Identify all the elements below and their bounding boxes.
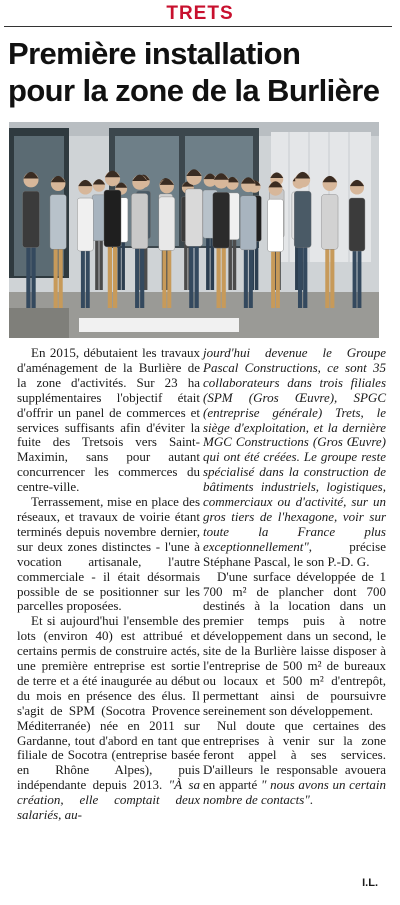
- paragraph: [17, 614, 200, 823]
- article-column-1: [17, 346, 200, 823]
- article-headline: [8, 35, 392, 109]
- paragraph-text: Nul doute que certaines des entreprises à venir sur la zone feront appel à ses services. D'ailleurs le responsable avouera en apparté: [203, 717, 386, 793]
- quote-text: "À sa création, elle comptait deux salariés, au-: [17, 777, 200, 823]
- paragraph: [203, 346, 386, 570]
- section-kicker: TRETS: [166, 3, 234, 24]
- paragraph-text: Et si aujourd'hui l'ensemble des lots (environ 40) est attribué et certains permis de construire actés, une première entreprise est sortie de terre et a été inaugurée au début du mois en présence des élus. Il s'agit de SPM (Socotra Provence Méditerranée) née en 2011 sur Gardanne, tout d'abord en tant que filiale de Socotra (entreprise basée en Rhône Alpes), puis indépendante depuis 2013.: [17, 613, 200, 793]
- quote-text: jourd'hui devenue le Groupe Pascal Constructions, ce sont 35 collaborateurs dans trois filiales (SPM (Gros Œuvre), SPGC (entreprise générale) Trets, le siège d'exploitation, et la dernière MGC Constructions (Gros Œuvre) qui ont été créées. Le groupe reste spécialisé dans la construction de bâtiments industriels, logistiques, commerciaux ou d'activité, sur un gros tiers de l'hexagone, voir sur toute la France plus exceptionnellement": [203, 345, 386, 554]
- paragraph-text: .: [309, 792, 314, 808]
- paragraph: [203, 719, 386, 808]
- headline-line-2: pour la zone de la Burlière: [8, 73, 380, 108]
- author-byline: I.L.: [362, 877, 378, 889]
- paragraph: D'une surface développée de 1 700 m² de plancher dont 700 destinés à la location dans un premier temps puis à notre développement dans un second, le site de la Burlière laisse disposer à l'entreprise de 500 m² de bureaux ou locaux et 500 m² d'entrepôt, permettant ainsi de poursuivre sereinement son développement.: [203, 568, 386, 718]
- group-photo-illustration: [9, 122, 379, 338]
- quote-text: " nous avons un certain nombre de contacts": [203, 777, 387, 808]
- article-column-2: [203, 346, 386, 808]
- paragraph: Terrassement, mise en place des réseaux, et travaux de voirie étant terminés depuis novembre dernier, sur deux zones distinctes - l'une à vocation artisanale, l'autre commerciale - il était désormais possible de se positionner sur les parcelles proposées.: [17, 494, 200, 614]
- paragraph-text: , précise Stéphane Pascal, le son P.-D. G.: [203, 538, 386, 569]
- paragraph: En 2015, débutaient les travaux d'aménagement de la Burlière de la zone d'activités. Sur 23 ha supplémentaires l'objectif était d'offrir un panel de commerces et services suffisants afin d'éviter la fuite des Tretsois vers Saint-Maximin, sans pour autant concurrencer les commerces du centre-ville.: [17, 345, 200, 495]
- header-rule: [4, 26, 392, 27]
- headline-line-1: Première installation: [8, 36, 301, 71]
- group-photo: [9, 122, 379, 338]
